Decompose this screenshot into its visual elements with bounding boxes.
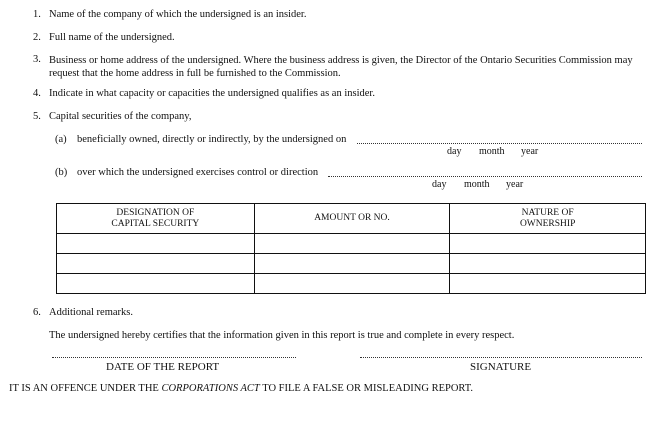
- signature-line[interactable]: [360, 357, 642, 358]
- header-designation: DESIGNATION OF CAPITAL SECURITY: [57, 204, 255, 234]
- item-number: 5.: [33, 111, 41, 122]
- date-year-label: year: [521, 146, 539, 157]
- table-cell[interactable]: [450, 234, 646, 254]
- table-cell[interactable]: [450, 254, 646, 274]
- certification-text: The undersigned hereby certifies that the information given in this report is true and complete in every respect.: [49, 330, 515, 341]
- table-row: [57, 274, 646, 294]
- sub-item-label: (b): [55, 167, 68, 178]
- date-of-report-line[interactable]: [52, 357, 296, 358]
- date-month-label: month: [464, 179, 490, 190]
- offence-warning: IT IS AN OFFENCE UNDER THE CORPORATIONS ACT TO FILE A FALSE OR MISLEADING REPORT.: [9, 383, 474, 394]
- date-year-label: year: [506, 179, 524, 190]
- sub-item-text: beneficially owned, directly or indirectly, by the undersigned on: [77, 134, 347, 145]
- item-number: 1.: [33, 9, 41, 20]
- act-name: CORPORATIONS ACT: [161, 383, 260, 394]
- table-cell[interactable]: [254, 274, 450, 294]
- table-row: [57, 254, 646, 274]
- item-number: 2.: [33, 32, 41, 43]
- header-nature: NATURE OF OWNERSHIP: [450, 204, 646, 234]
- item-text: Full name of the undersigned.: [49, 32, 175, 43]
- date-line-a[interactable]: [357, 143, 642, 144]
- table-row: [57, 234, 646, 254]
- date-month-label: month: [479, 146, 505, 157]
- capital-securities-table: [56, 203, 646, 294]
- item-number: 4.: [33, 88, 41, 99]
- item-text: Indicate in what capacity or capacities the undersigned qualifies as an insider.: [49, 88, 375, 99]
- sub-item-text: over which the undersigned exercises control or direction: [77, 167, 319, 178]
- date-of-report-label: DATE OF THE REPORT: [106, 361, 220, 373]
- item-text: Capital securities of the company,: [49, 111, 192, 122]
- table-cell[interactable]: [254, 254, 450, 274]
- date-line-b[interactable]: [328, 176, 642, 177]
- table-cell[interactable]: [450, 274, 646, 294]
- item-text: Additional remarks.: [49, 307, 133, 318]
- date-day-label: day: [447, 146, 462, 157]
- item-number: 3.: [33, 54, 41, 65]
- signature-label: SIGNATURE: [470, 361, 532, 373]
- table-cell[interactable]: [254, 234, 450, 254]
- table-cell[interactable]: [57, 234, 255, 254]
- item-number: 6.: [33, 307, 41, 318]
- table-header-row: [57, 204, 646, 234]
- header-amount: AMOUNT OR NO.: [254, 204, 450, 234]
- date-day-label: day: [432, 179, 447, 190]
- item-text: Name of the company of which the undersigned is an insider.: [49, 9, 307, 20]
- sub-item-label: (a): [55, 134, 67, 145]
- item-text: Business or home address of the undersigned. Where the business address is given, the Director of the Ontario Securities Commission may request that the home address in full be furnished to the Commission.: [49, 55, 633, 79]
- table-cell[interactable]: [57, 254, 255, 274]
- table-cell[interactable]: [57, 274, 255, 294]
